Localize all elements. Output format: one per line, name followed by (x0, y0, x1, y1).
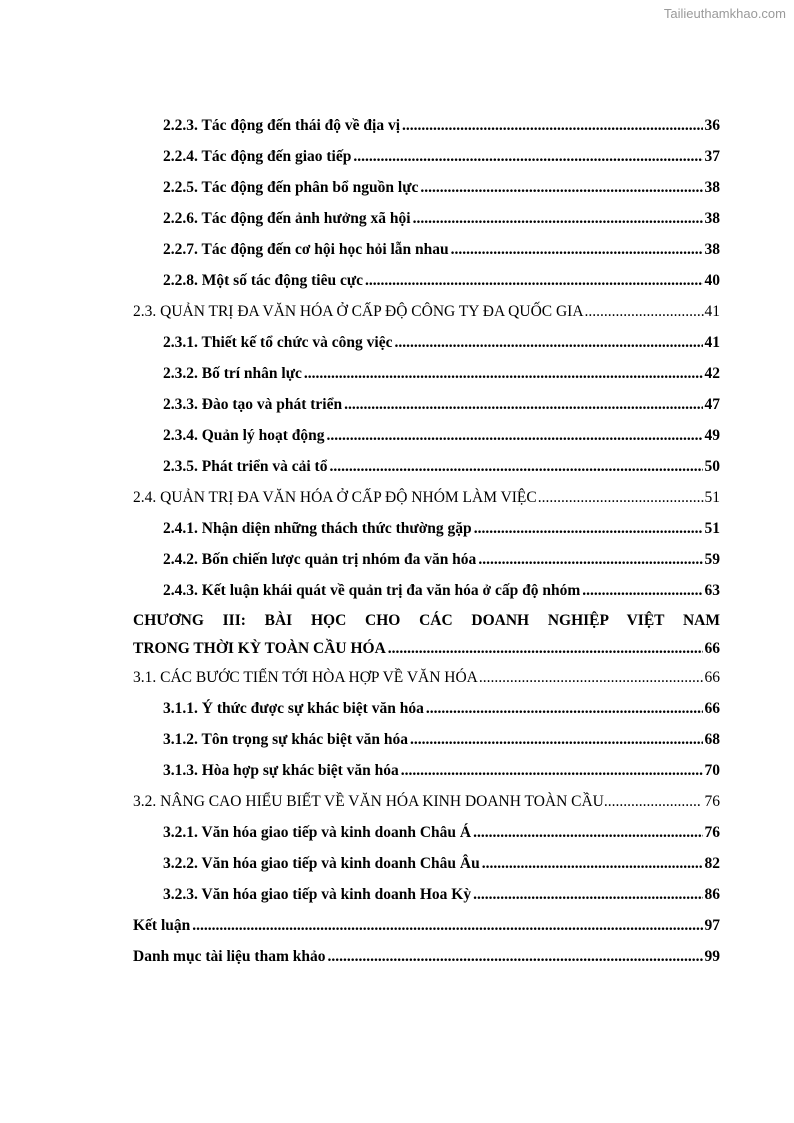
toc-page-number: 97 (704, 917, 720, 934)
toc-title: Tác động đến giao tiếp (201, 148, 352, 165)
dot-leader (473, 817, 702, 848)
toc-title: Tôn trọng sự khác biệt văn hóa (201, 731, 409, 748)
toc-entry[interactable] (133, 724, 720, 755)
dot-leader (473, 879, 702, 910)
toc-page-number: 50 (704, 458, 720, 475)
toc-page-number: 51 (704, 489, 720, 506)
dot-leader (479, 662, 704, 693)
dot-leader (192, 910, 702, 941)
dot-leader (328, 941, 703, 972)
toc-title: Tác động đến ảnh hưởng xã hội (201, 210, 411, 227)
toc-title: Bố trí nhân lực (201, 365, 302, 382)
dot-leader (353, 141, 702, 172)
toc-page-number: 42 (704, 365, 720, 382)
toc-page-number: 38 (704, 210, 720, 227)
toc-page-number: 66 (704, 669, 720, 686)
toc-title: Kết luận khái quát về quản trị đa văn hóa ở cấp độ nhóm (201, 582, 581, 599)
toc-number: 3.1.3. (163, 762, 198, 779)
toc-section-title: 2.3. QUẢN TRỊ ĐA VĂN HÓA Ở CẤP ĐỘ CÔNG TY ĐA QUỐC GIA (133, 303, 584, 320)
toc-page-number: 63 (704, 582, 720, 599)
dot-leader (478, 544, 702, 575)
toc-entry[interactable] (133, 755, 720, 786)
toc-page-number: 59 (704, 551, 720, 568)
toc-title: Quản lý hoạt động (201, 427, 325, 444)
toc-entry[interactable] (133, 817, 720, 848)
toc-page-number: 70 (704, 762, 720, 779)
toc-title: Ý thức được sự khác biệt văn hóa (201, 700, 424, 717)
toc-number: 2.3.3. (163, 396, 198, 413)
dot-leader (344, 389, 702, 420)
toc-page-number: 37 (704, 148, 720, 165)
toc-title: Văn hóa giao tiếp và kinh doanh Châu Âu (201, 855, 480, 872)
toc-page-number: 66 (704, 640, 720, 657)
toc-title: Hòa hợp sự khác biệt văn hóa (201, 762, 399, 779)
toc-section-entry[interactable] (133, 482, 720, 513)
table-of-contents (133, 110, 720, 972)
toc-chapter-title: CHƯƠNG III: BÀI HỌC CHO CÁC DOANH NGHIỆP VIỆT NAM (133, 612, 720, 629)
toc-page-number: 51 (704, 520, 720, 537)
dot-leader (402, 110, 702, 141)
toc-section-entry[interactable] (133, 662, 720, 693)
toc-section-title: 3.1. CÁC BƯỚC TIẾN TỚI HÒA HỢP VỀ VĂN HÓA (133, 669, 478, 686)
toc-number: 2.2.8. (163, 272, 198, 289)
toc-entry[interactable] (133, 575, 720, 606)
toc-title: Đào tạo và phát triển (201, 396, 343, 413)
dot-leader (582, 575, 702, 606)
toc-entry[interactable] (133, 141, 720, 172)
dot-leader (604, 786, 701, 817)
toc-number: 3.1.2. (163, 731, 198, 748)
toc-number: 2.3.4. (163, 427, 198, 444)
dot-leader (327, 420, 703, 451)
toc-number: 2.2.5. (163, 179, 198, 196)
toc-page-number: 36 (704, 117, 720, 134)
toc-title: Bốn chiến lược quản trị nhóm đa văn hóa (201, 551, 477, 568)
toc-entry[interactable] (133, 110, 720, 141)
toc-number: 2.2.6. (163, 210, 198, 227)
watermark: Tailieuthamkhao.com (663, 6, 786, 21)
toc-number: 2.3.1. (163, 334, 198, 351)
toc-entry[interactable] (133, 234, 720, 265)
toc-title: Tác động đến cơ hội học hỏi lẫn nhau (201, 241, 449, 258)
toc-number: 2.2.4. (163, 148, 198, 165)
toc-title: Thiết kế tổ chức và công việc (201, 334, 393, 351)
toc-number: 3.2.3. (163, 886, 198, 903)
toc-entry[interactable] (133, 693, 720, 724)
toc-section-title: 3.2. NÂNG CAO HIỂU BIẾT VỀ VĂN HÓA KINH DOANH TOÀN CẦU (133, 793, 604, 810)
dot-leader (410, 724, 702, 755)
toc-page-number: 76 (704, 824, 720, 841)
toc-entry[interactable] (133, 420, 720, 451)
toc-page-number: 38 (704, 179, 720, 196)
toc-title: Văn hóa giao tiếp và kinh doanh Hoa Kỳ (201, 886, 472, 903)
toc-title: Kết luận (133, 917, 191, 934)
dot-leader (451, 234, 703, 265)
toc-page-number: 66 (704, 700, 720, 717)
toc-number: 2.2.3. (163, 117, 198, 134)
dot-leader (585, 296, 704, 327)
toc-entry[interactable] (133, 358, 720, 389)
toc-number: 3.2.1. (163, 824, 198, 841)
toc-page-number: 49 (704, 427, 720, 444)
dot-leader (394, 327, 702, 358)
dot-leader (482, 848, 703, 879)
toc-chapter-entry[interactable] (133, 606, 720, 662)
dot-leader (365, 265, 702, 296)
toc-page-number: 76 (704, 793, 720, 810)
toc-entry[interactable] (133, 172, 720, 203)
toc-entry[interactable] (133, 265, 720, 296)
dot-leader (538, 482, 704, 513)
toc-entry[interactable] (133, 327, 720, 358)
toc-entry[interactable] (133, 879, 720, 910)
dot-leader (413, 203, 703, 234)
toc-page-number: 40 (704, 272, 720, 289)
toc-entry[interactable] (133, 544, 720, 575)
dot-leader (420, 172, 702, 203)
toc-entry[interactable] (133, 513, 720, 544)
toc-section-title: 2.4. QUẢN TRỊ ĐA VĂN HÓA Ở CẤP ĐỘ NHÓM LÀM VIỆC (133, 489, 537, 506)
toc-page-number: 82 (704, 855, 720, 872)
toc-number: 2.4.3. (163, 582, 198, 599)
toc-title: Tác động đến phân bổ nguồn lực (201, 179, 419, 196)
toc-page-number: 47 (704, 396, 720, 413)
toc-section-entry[interactable] (133, 786, 720, 817)
toc-title: Văn hóa giao tiếp và kinh doanh Châu Á (201, 824, 472, 841)
toc-number: 2.3.5. (163, 458, 198, 475)
dot-leader (329, 451, 702, 482)
dot-leader (426, 693, 703, 724)
toc-number: 3.1.1. (163, 700, 198, 717)
toc-title: Tác động đến thái độ về địa vị (201, 117, 401, 134)
toc-number: 2.2.7. (163, 241, 198, 258)
toc-entry-references[interactable] (133, 941, 720, 972)
toc-page-number: 41 (704, 303, 720, 320)
toc-title: Phát triển và cải tổ (201, 458, 328, 475)
toc-number: 2.4.2. (163, 551, 198, 568)
dot-leader (388, 635, 703, 662)
toc-page-number: 99 (704, 948, 720, 965)
toc-title: Danh mục tài liệu tham khảo (133, 948, 326, 965)
toc-title: Nhận diện những thách thức thường gặp (201, 520, 472, 537)
toc-number: 3.2.2. (163, 855, 198, 872)
toc-page-number: 38 (704, 241, 720, 258)
toc-number: 2.3.2. (163, 365, 198, 382)
toc-section-entry[interactable] (133, 296, 720, 327)
toc-chapter-title-line2 (133, 635, 720, 662)
dot-leader (401, 755, 703, 786)
toc-entry-conclusion[interactable] (133, 910, 720, 941)
toc-entry[interactable] (133, 389, 720, 420)
toc-entry[interactable] (133, 848, 720, 879)
dot-leader (474, 513, 703, 544)
toc-entry[interactable] (133, 451, 720, 482)
toc-number: 2.4.1. (163, 520, 198, 537)
dot-leader (304, 358, 703, 389)
toc-chapter-subtitle: TRONG THỜI KỲ TOÀN CẦU HÓA (133, 640, 386, 657)
toc-page-number: 86 (704, 886, 720, 903)
toc-title: Một số tác động tiêu cực (201, 272, 364, 289)
toc-page-number: 68 (704, 731, 720, 748)
toc-entry[interactable] (133, 203, 720, 234)
toc-page-number: 41 (704, 334, 720, 351)
